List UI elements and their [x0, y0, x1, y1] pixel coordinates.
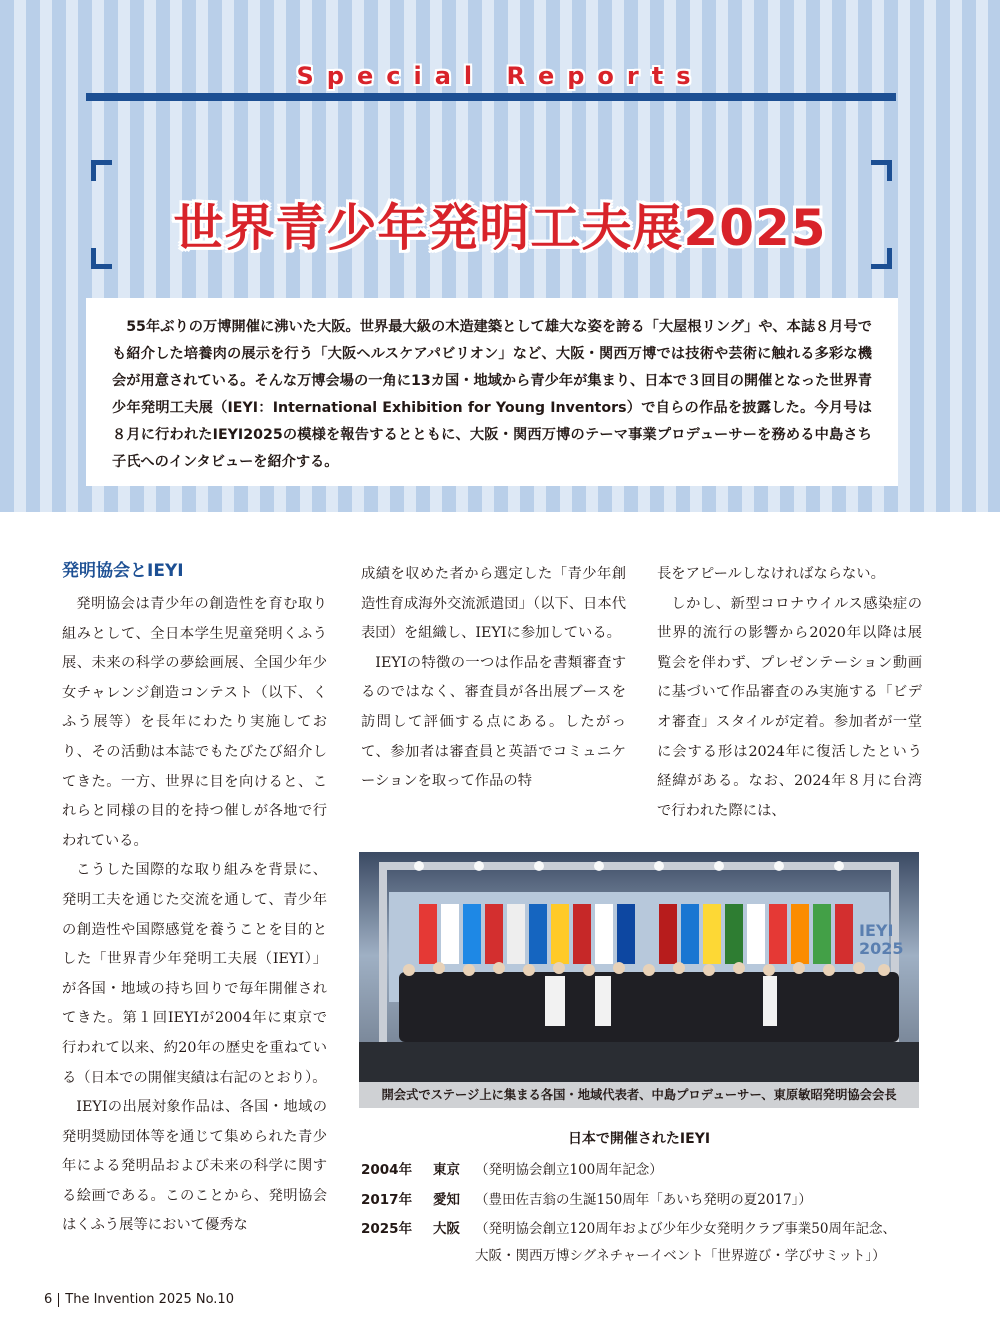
history-city: 愛知 [433, 1192, 460, 1208]
lead-box [86, 298, 898, 486]
lead-paragraph: 55年ぶりの万博開催に沸いた大阪。世界最大級の木造建築として雄大な姿を誇る「大屋根リング」や、本誌８月号でも紹介した培養肉の展示を行う「大阪ヘルスケアパビリオン」など、大阪・関西万博では技術や芸術に触れる多彩な機会が用意されている。そんな万博会場の一角に13カ国・地域から青少年が集まり、日本で３回目の開催となった世界青少年発明工夫展（IEYI：International Exhibition for Young Inventors）で自らの作品を披露した。今月号は８月に行われたIEYI2025の模様を報告するとともに、大阪・関西万博のテーマ事業プロデューサーを務める中島さち子氏へのインタビューを紹介する。 [112, 319, 872, 470]
history-year: 2017年 [361, 1192, 413, 1208]
body-paragraph: 成績を収めた者から選定した「青少年創造性育成海外交流派遣団」（以下、日本代表団）を組織し、IEYIに参加している。 [361, 566, 626, 642]
history-year: 2025年 [361, 1221, 413, 1237]
series-rule [86, 93, 896, 101]
body-paragraph: IEYIの出展対象作品は、各国・地域の発明奨励団体等を通じて集められた青少年による発明品および未来の科学に関する絵画である。このことから、発明協会はくふう展等において優秀な [62, 1099, 327, 1234]
series-label: Special Reports [296, 62, 704, 90]
history-note: （発明協会創立120周年および少年少女発明クラブ事業50周年記念、 [475, 1221, 896, 1237]
title-bracket-top-right [871, 160, 892, 181]
column-2 [361, 560, 626, 797]
section-heading: 発明協会とIEYI [62, 561, 184, 581]
column-3 [657, 560, 922, 826]
body-paragraph: 長をアピールしなければならない。 [657, 566, 885, 582]
backdrop-logo: IEYI 2025 [859, 921, 904, 958]
body-paragraph: IEYIの特徴の一つは作品を書類審査するのではなく、審査員が各出展ブースを訪問して評価する点にある。したがって、参加者は審査員と英語でコミュニケーションを取って作品の特 [361, 654, 626, 790]
history-note: （豊田佐吉翁の生誕150周年「あいち発明の夏2017」） [475, 1192, 812, 1208]
history-table-title: 日本で開催されたIEYI [567, 1131, 711, 1147]
body-paragraph: こうした国際的な取り組みを背景に、発明工夫を通じた交流を通して、青少年の創造性や国際感覚を養うことを目的とした「世界青少年発明工夫展（IEYI）」が各国・地域の持ち回りで毎年開催されてきた。第１回IEYIが2004年に東京で行われて以来、約20年の歴史を重ねている（日本での開催実績は右記のとおり）。 [62, 862, 327, 1086]
column-1 [62, 560, 327, 1241]
page-number: 6 [44, 1292, 53, 1307]
history-row [361, 1190, 812, 1210]
title-bracket-top-left [91, 160, 112, 181]
body-paragraph: しかし、新型コロナウイルス感染症の世界的流行の影響から2020年以降は展覧会を伴わず、プレゼンテーション動画に基づいて作品審査のみ実施する「ビデオ審査」スタイルが定着。参加者が一堂に会する形は2024年に復活したという経緯がある。なお、2024年８月に台湾で行われた際には、 [657, 595, 922, 819]
magazine-issue: The Invention 2025 No.10 [65, 1292, 234, 1307]
history-note: （発明協会創立100周年記念） [475, 1162, 663, 1178]
page-footer [44, 1292, 234, 1307]
footer-divider [58, 1293, 59, 1307]
page-title: 世界青少年発明工夫展2025 [173, 199, 827, 257]
body-paragraph: 発明協会は青少年の創造性を育む取り組みとして、全日本学生児童発明くふう展、未来の科学の夢絵画展、全国少年少女チャレンジ創造コンテスト（以下、くふう展等）を長年にわたり実施しており、その活動は本誌でもたびたび紹介してきた。一方、世界に目を向けると、これらと同様の目的を持つ催しが各地で行われている。 [62, 596, 327, 849]
stage-illustration [359, 852, 919, 1082]
history-row-continuation: 大阪・関西万博シグネチャーイベント「世界遊び・学びサミット」） [475, 1248, 886, 1264]
photo-caption: 開会式でステージ上に集まる各国・地域代表者、中島プロデューサー、東原敏昭発明協会会長 [359, 1082, 919, 1108]
history-year: 2004年 [361, 1162, 413, 1178]
opening-ceremony-photo [359, 852, 919, 1082]
history-row [361, 1219, 896, 1239]
history-city: 東京 [433, 1162, 460, 1178]
history-row [361, 1160, 663, 1180]
history-city: 大阪 [433, 1221, 460, 1237]
